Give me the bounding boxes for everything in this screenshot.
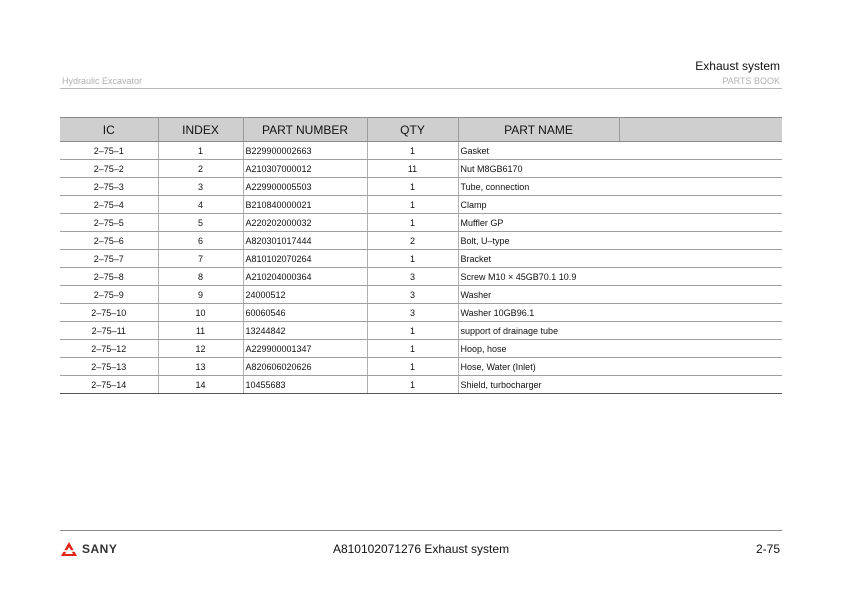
cell-ic: 2–75–7 (60, 250, 158, 268)
cell-ic: 2–75–13 (60, 358, 158, 376)
cell-part-name: Tube, connection (458, 178, 782, 196)
cell-qty: 1 (367, 340, 458, 358)
table-row (60, 304, 782, 322)
table-row (60, 322, 782, 340)
cell-ic: 2–75–2 (60, 160, 158, 178)
column-header-part-name: PART NAME (458, 118, 619, 142)
cell-index: 9 (158, 286, 243, 304)
parts-table (60, 117, 782, 394)
column-header-qty: QTY (367, 118, 458, 142)
cell-qty: 1 (367, 214, 458, 232)
cell-qty: 11 (367, 160, 458, 178)
logo-text: SANY (82, 542, 118, 556)
cell-qty: 1 (367, 250, 458, 268)
cell-part-name: support of drainage tube (458, 322, 782, 340)
table-row (60, 232, 782, 250)
cell-part-number: A810102070264 (243, 250, 367, 268)
column-header-blank (619, 118, 782, 142)
cell-index: 2 (158, 160, 243, 178)
book-label: PARTS BOOK (722, 76, 780, 86)
parts-table-body (60, 142, 782, 394)
cell-qty: 1 (367, 178, 458, 196)
cell-part-name: Shield, turbocharger (458, 376, 782, 394)
cell-part-number: 13244842 (243, 322, 367, 340)
cell-index: 4 (158, 196, 243, 214)
column-header-index: INDEX (158, 118, 243, 142)
cell-qty: 1 (367, 196, 458, 214)
cell-index: 5 (158, 214, 243, 232)
cell-qty: 3 (367, 304, 458, 322)
cell-ic: 2–75–1 (60, 142, 158, 160)
cell-part-name: Muffler GP (458, 214, 782, 232)
page-number: 2-75 (755, 542, 780, 556)
cell-ic: 2–75–8 (60, 268, 158, 286)
table-row (60, 340, 782, 358)
cell-part-name: Washer (458, 286, 782, 304)
cell-part-number: B229900002663 (243, 142, 367, 160)
cell-part-name: Hose, Water (Inlet) (458, 358, 782, 376)
table-row (60, 286, 782, 304)
cell-index: 10 (158, 304, 243, 322)
table-row (60, 214, 782, 232)
cell-qty: 1 (367, 376, 458, 394)
cell-part-name: Washer 10GB96.1 (458, 304, 782, 322)
cell-part-name: Nut M8GB6170 (458, 160, 782, 178)
cell-ic: 2–75–3 (60, 178, 158, 196)
cell-part-name: Bolt, U–type (458, 232, 782, 250)
cell-part-number: A229900001347 (243, 340, 367, 358)
cell-qty: 1 (367, 322, 458, 340)
table-row (60, 178, 782, 196)
cell-ic: 2–75–6 (60, 232, 158, 250)
machine-label: Hydraulic Excavator (62, 76, 143, 86)
cell-index: 1 (158, 142, 243, 160)
table-row (60, 376, 782, 394)
cell-part-number: A820606020626 (243, 358, 367, 376)
cell-part-number: A210307000012 (243, 160, 367, 178)
cell-qty: 1 (367, 358, 458, 376)
cell-qty: 2 (367, 232, 458, 250)
cell-ic: 2–75–10 (60, 304, 158, 322)
cell-index: 11 (158, 322, 243, 340)
cell-index: 8 (158, 268, 243, 286)
cell-part-name: Hoop, hose (458, 340, 782, 358)
section-title: Exhaust system (695, 59, 780, 73)
cell-part-number: 60060546 (243, 304, 367, 322)
cell-part-number: B210840000021 (243, 196, 367, 214)
cell-part-name: Gasket (458, 142, 782, 160)
cell-ic: 2–75–5 (60, 214, 158, 232)
cell-ic: 2–75–4 (60, 196, 158, 214)
footer-divider (60, 530, 782, 531)
cell-ic: 2–75–11 (60, 322, 158, 340)
cell-index: 13 (158, 358, 243, 376)
cell-qty: 3 (367, 268, 458, 286)
cell-part-number: 24000512 (243, 286, 367, 304)
cell-part-number: A220202000032 (243, 214, 367, 232)
table-row (60, 358, 782, 376)
cell-ic: 2–75–12 (60, 340, 158, 358)
table-row (60, 196, 782, 214)
table-header-row (60, 118, 782, 142)
cell-part-name: Screw M10 × 45GB70.1 10.9 (458, 268, 782, 286)
table-row (60, 160, 782, 178)
cell-part-number: A820301017444 (243, 232, 367, 250)
cell-ic: 2–75–9 (60, 286, 158, 304)
cell-part-name: Bracket (458, 250, 782, 268)
table-row (60, 142, 782, 160)
cell-part-number: 10455683 (243, 376, 367, 394)
table-row (60, 250, 782, 268)
column-header-ic: IC (60, 118, 158, 142)
cell-part-number: A229900005503 (243, 178, 367, 196)
cell-index: 3 (158, 178, 243, 196)
cell-index: 12 (158, 340, 243, 358)
cell-part-name: Clamp (458, 196, 782, 214)
footer-document-title: A810102071276 Exhaust system (332, 542, 510, 556)
cell-qty: 1 (367, 142, 458, 160)
cell-part-number: A210204000364 (243, 268, 367, 286)
cell-index: 14 (158, 376, 243, 394)
cell-qty: 3 (367, 286, 458, 304)
cell-index: 6 (158, 232, 243, 250)
table-row (60, 268, 782, 286)
cell-index: 7 (158, 250, 243, 268)
header-divider (60, 88, 782, 89)
cell-ic: 2–75–14 (60, 376, 158, 394)
column-header-part-number: PART NUMBER (243, 118, 367, 142)
